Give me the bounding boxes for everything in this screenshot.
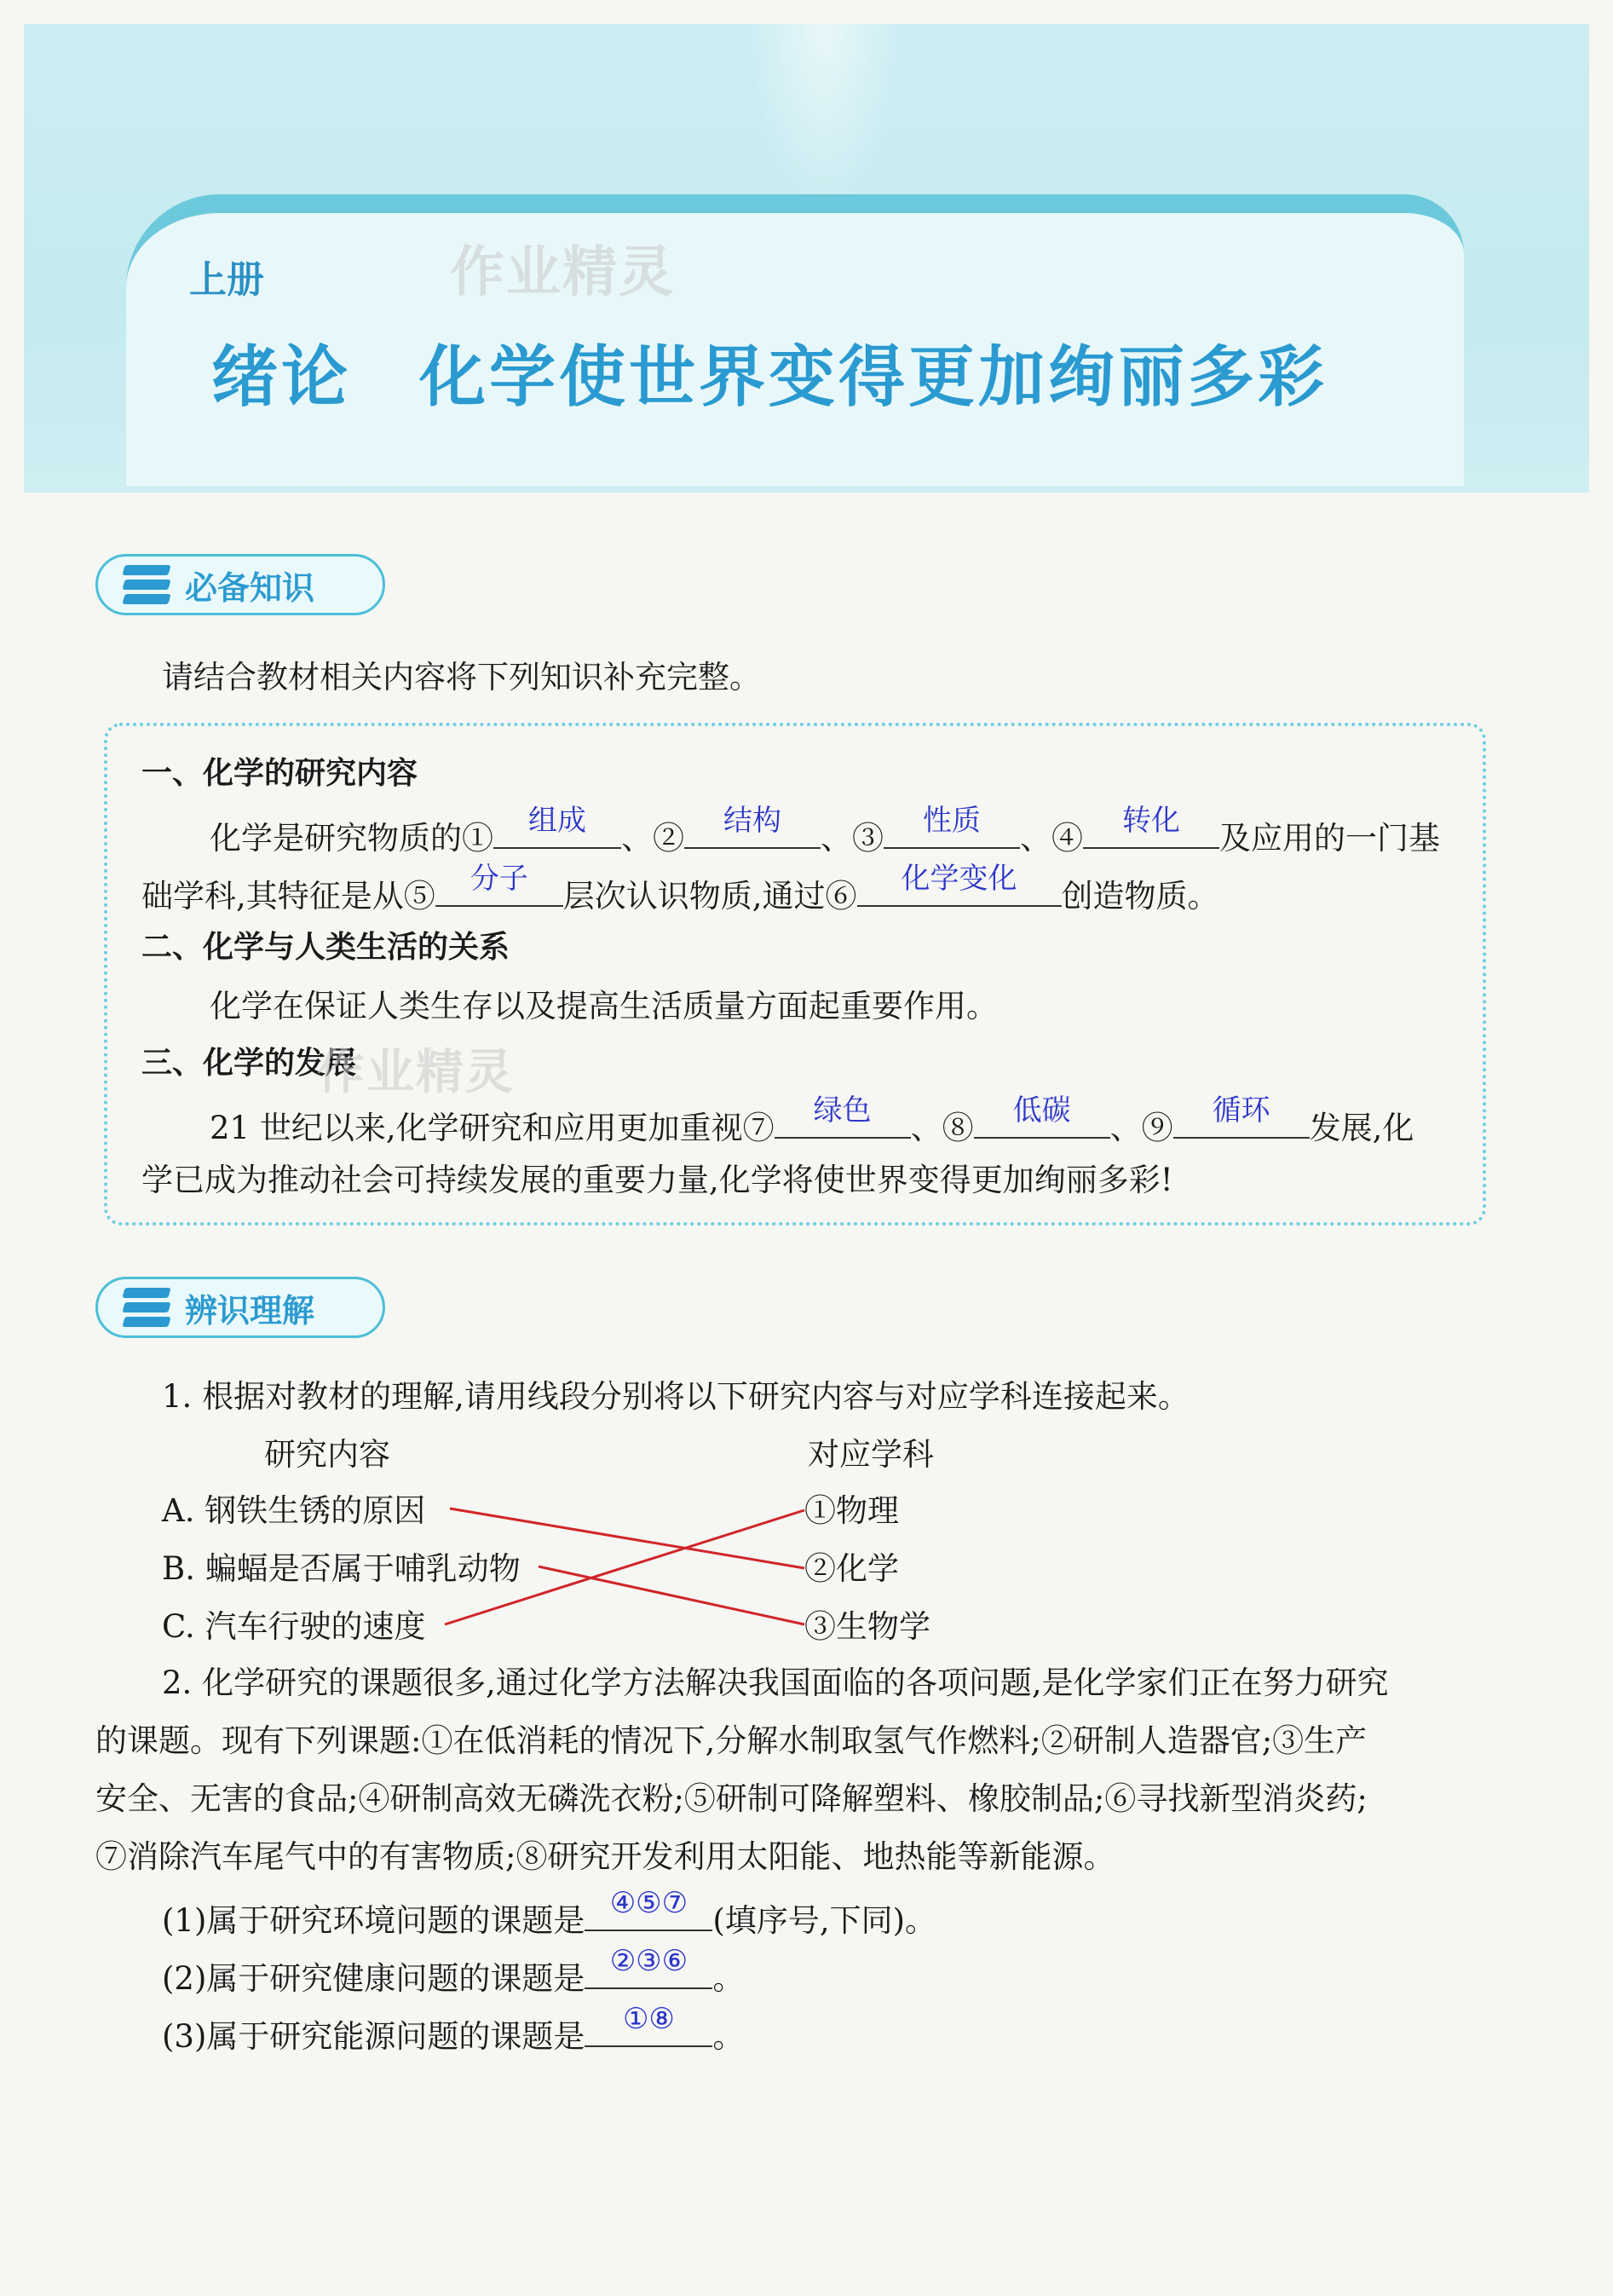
match-line-a-2 <box>450 1509 804 1568</box>
answer-sq3: ①⑧ <box>622 2002 675 2036</box>
section-tab-label: 必备知识 <box>185 568 315 607</box>
answer-6: 化学变化 <box>901 862 1017 896</box>
right-item-2: ②化学 <box>804 1550 899 1587</box>
knowledge-line-3: 化学在保证人类生存以及提高生活质量方面起重要作用。 <box>210 988 998 1024</box>
answer-sq1: ④⑤⑦ <box>609 1886 688 1920</box>
question-2-line-3: 安全、无害的食品;④研制高效无磷洗衣粉;⑤研制可降解塑料、橡胶制品;⑥寻找新型消炎药; <box>95 1780 1368 1817</box>
sub-question-1: (1)属于研究环境问题的课题是 ④⑤⑦ (填序号,下同)。 <box>162 1886 937 1939</box>
left-item-a: A. 钢铁生锈的原因 <box>162 1492 426 1529</box>
column-header-content: 研究内容 <box>264 1436 390 1473</box>
question-2-line-2: 的课题。现有下列课题:①在低消耗的情况下,分解水制取氢气作燃料;②研制人造器官;③生产 <box>95 1722 1368 1759</box>
answer-7: 绿色 <box>813 1093 872 1128</box>
knowledge-line-5: 学已成为推动社会可持续发展的重要力量,化学将使世界变得更加绚丽多彩! <box>141 1162 1173 1198</box>
answer-2: 结构 <box>723 804 781 838</box>
answer-5: 分子 <box>469 862 528 896</box>
right-item-3: ③生物学 <box>804 1608 930 1645</box>
match-line-c-1 <box>445 1510 804 1624</box>
left-item-b: B. 蝙蝠是否属于哺乳动物 <box>162 1550 521 1587</box>
chapter-number: 绪论 <box>211 339 352 416</box>
blank-sq3 <box>585 2002 712 2047</box>
column-header-subject: 对应学科 <box>808 1436 934 1473</box>
question-2-line-1: 2. 化学研究的课题很多,通过化学方法解决我国面临的各项问题,是化学家们正在努力研究 <box>162 1664 1389 1701</box>
instruction-text: 请结合教材相关内容将下列知识补充完整。 <box>162 659 761 695</box>
answer-4: 转化 <box>1122 804 1180 838</box>
question-1: 1. 根据对教材的理解,请用线段分别将以下研究内容与对应学科连接起来。 <box>162 1378 1190 1415</box>
answer-3: 性质 <box>923 804 981 838</box>
sub-question-2: (2)属于研究健康问题的课题是 ②③⑥ 。 <box>162 1944 745 1997</box>
heading-chem-life: 二、化学与人类生活的关系 <box>141 930 510 965</box>
answer-9: 循环 <box>1212 1093 1270 1128</box>
heading-chem-development: 三、化学的发展 <box>141 1046 357 1081</box>
left-item-c: C. 汽车行驶的速度 <box>162 1608 426 1645</box>
watermark-2: 作业精灵 <box>317 1045 515 1100</box>
section-tab-label: 辨识理解 <box>185 1291 315 1330</box>
chapter-name: 化学使世界变得更加绚丽多彩 <box>419 339 1328 416</box>
heading-research-content: 一、化学的研究内容 <box>141 756 418 791</box>
knowledge-line-2: 础学科,其特征是从⑤ 分子 层次认识物质,通过⑥ 化学变化 创造物质。 <box>141 862 1219 914</box>
answer-8: 低碳 <box>1012 1093 1071 1128</box>
knowledge-line-4: 21 世纪以来,化学研究和应用更加重视⑦ 绿色 、⑧ 低碳 、⑨ 循环 发展,化 <box>210 1093 1414 1146</box>
answer-sq2: ②③⑥ <box>609 1944 688 1978</box>
blank-sq2 <box>585 1944 712 1989</box>
blank-sq1 <box>585 1886 712 1931</box>
right-item-1: ①物理 <box>804 1492 899 1529</box>
question-2-line-4: ⑦消除汽车尾气中的有害物质;⑧研究开发利用太阳能、地热能等新能源。 <box>95 1838 1115 1875</box>
knowledge-line-1: 化学是研究物质的① 组成 、② 结构 、③ 性质 、④ 转化 及应用的一门基 <box>210 804 1440 857</box>
volume-label: 上册 <box>189 258 264 302</box>
watermark: 作业精灵 <box>450 241 675 304</box>
answer-1: 组成 <box>528 804 586 838</box>
match-line-b-3 <box>539 1566 804 1624</box>
sub-question-3: (3)属于研究能源问题的课题是 ①⑧ 。 <box>162 2002 745 2055</box>
